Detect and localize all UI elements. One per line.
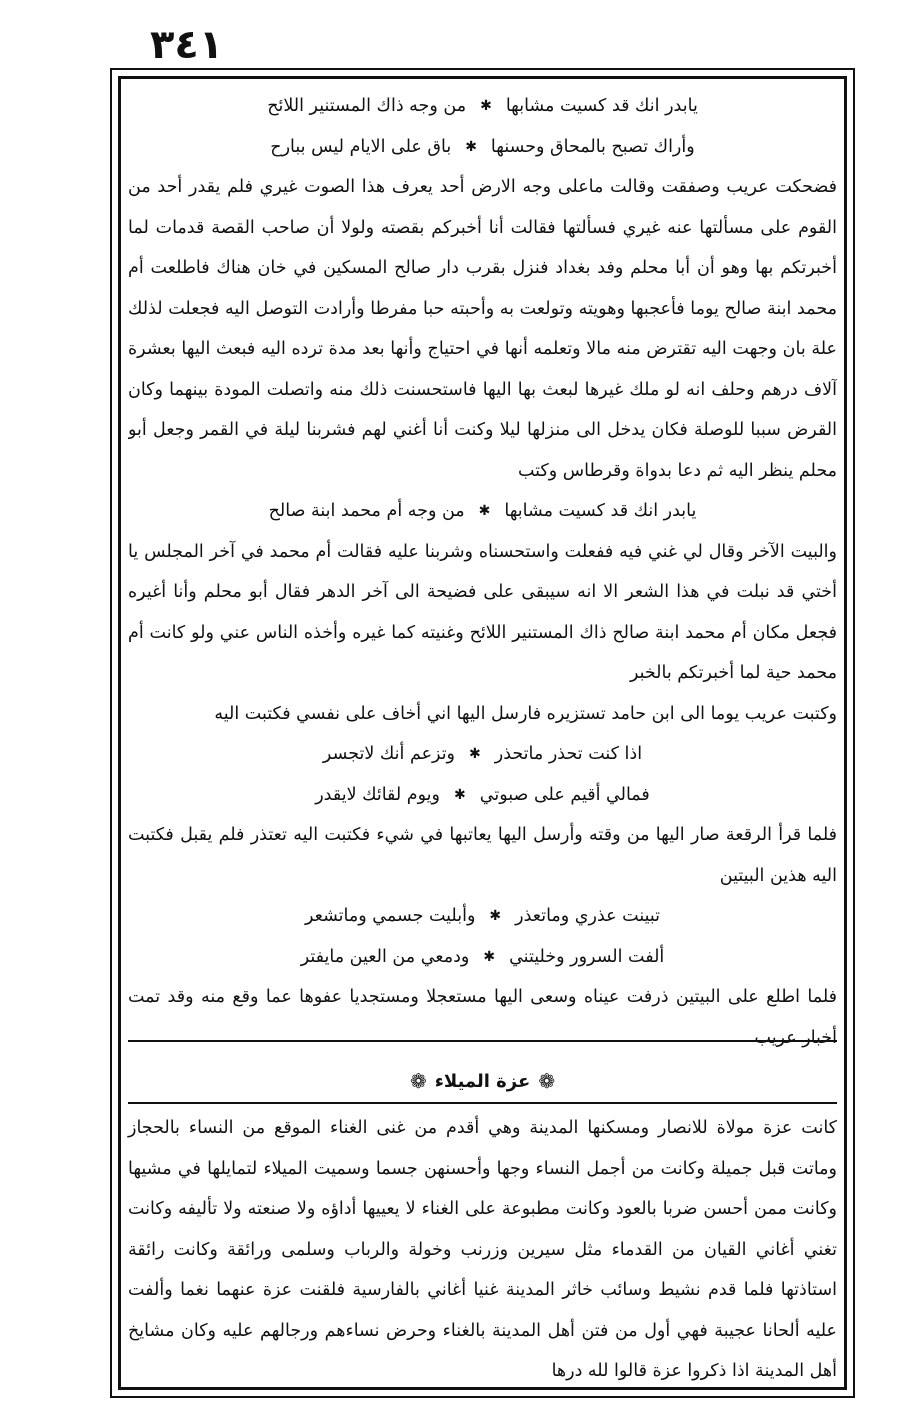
verse-line <box>128 896 837 937</box>
star-separator-icon: ✱ <box>454 786 466 803</box>
verse-hemistich: تبينت عذري وماتعذر <box>515 906 661 926</box>
section-title: عزة الميلاء <box>434 1070 531 1092</box>
verse-hemistich: ودمعي من العين مايفتر <box>300 946 470 967</box>
verse-line <box>128 937 837 978</box>
star-separator-icon: ✱ <box>469 746 481 762</box>
verse-line <box>128 775 837 816</box>
paragraph: والبيت الآخر وقال لي غني فيه ففعلت واستحسناه وشربنا عليه فقالت أم محمد في آخر المجلس يا أختي قد نبلت في هذا الشعر الا انه سيبقى على فضيحة الى آخر الدهر فقال أبو محلم وأنا أغيره فجعل مكان أم محمد ابنة صالح ذاك المستنير اللائح وغنيته كما غيره وأخذه الناس عني ولو كانت أم محمد حية لما أخبرتكم بالخبر <box>128 541 837 683</box>
paragraph: كانت عزة مولاة للانصار ومسكنها المدينة وهي أقدم من غنى الغناء الموقع من النساء بالحجاز وماتت قبل جميلة وكانت من أجمل النساء وجها وأحسنهن جسما وسميت الميلاء لتمايلها في مشيها وكانت ممن أحسن ضربا بالعود وكانت مطبوعة على الغناء لا يعييها أداؤه ولا صنعته ولا تأليفه وكانت تغني أغاني القيان من القدماء مثل سيرين وزرنب وخولة والرباب وسلمى ورائقة وكانت رائقة استاذتها فلما قدم نشيط وسائب خاثر المدينة غنيا أغاني بالفارسية فلقنت عزة عنهما نغما وألفت عليه ألحانا عجيبة فهي أول من فتن أهل المدينة بالغناء وحرض نساءهم ورجالهم عليه وكان مشايخ أهل المدينة اذا ذكروا عزة قالوا لله درها <box>128 1118 837 1381</box>
verse-hemistich: وأراك تصبح بالمحاق وحسنها <box>490 136 695 157</box>
ornament-icon: ❁ <box>409 1069 427 1093</box>
paragraph: فلما اطلع على البيتين ذرفت عيناه وسعى اليها مستعجلا ومستجديا عفوها عما وقع منه وقد تمت أخبار عريب <box>128 987 837 1048</box>
verse-line <box>128 491 837 532</box>
verse-line <box>128 734 837 775</box>
verse-line <box>128 127 837 168</box>
section-divider-bottom <box>128 1102 837 1104</box>
verse-hemistich: فمالي أقيم على صبوتي <box>479 784 650 805</box>
page-number: ٣٤١ <box>150 22 224 68</box>
verse-hemistich: وأبليت جسمي وماتشعر <box>304 906 476 926</box>
verse-hemistich: ويوم لقائك لايقدر <box>315 784 441 805</box>
verse-hemistich: من وجه أم محمد ابنة صالح <box>268 501 465 521</box>
paragraph: فضحكت عريب وصفقت وقالت ماعلى وجه الارض أحد يعرف هذا الصوت غيري فلم يقدر أحد من القوم على مسألتها عنه غيري فسألتها فقالت أنا أخبركم بقصته ولولا أن صاحب القصة قدمات لما أخبرتكم بها وهو أن أبا محلم وفد بغداد فنزل بقرب دار صالح المسكين في خان هناك فاطلعت أم محمد ابنة صالح يوما فأعجبها وهويته وتولعت به وأحبته حبا مفرطا وأرادت التوصل اليه فجعلت لذلك علة بان وجهت اليه تقترض منه مالا وتعلمه أنها في احتياج وأنها بعد مدة ترده اليه فبعث اليها بعشرة آلاف درهم وحلف انه لو ملك غيرها لبعث بها اليها فاستحسنت ذلك منه واتصلت المودة بينهما وكان القرض سببا للوصلة فكان يدخل الى منزلها ليلا وكنت أنا أغني لهم فشربنا ليلة في القمر وجعل أبو محلم ينظر اليه ثم دعا بدواة وقرطاس وكتب <box>128 177 837 481</box>
paragraph: وكتبت عريب يوما الى ابن حامد تستزيره فارسل اليها اني أخاف على نفسي فكتبت اليه <box>214 703 837 724</box>
verse-hemistich: وتزعم أنك لاتجسر <box>322 744 456 764</box>
verse-hemistich: اذا كنت تحذر ماتحذر <box>494 744 643 764</box>
verse-hemistich: من وجه ذاك المستنير اللائح <box>267 96 467 116</box>
verse-hemistich: باق على الايام ليس ببارح <box>270 136 452 157</box>
star-separator-icon: ✱ <box>483 948 496 965</box>
section-body <box>128 1108 837 1392</box>
verse-hemistich: يابدر انك قد كسيت مشابها <box>505 96 698 116</box>
star-separator-icon: ✱ <box>480 98 492 114</box>
star-separator-icon: ✱ <box>465 138 477 155</box>
section-divider-top <box>128 1040 837 1042</box>
verse-hemistich: ألفت السرور وخليتني <box>509 946 665 967</box>
star-separator-icon: ✱ <box>489 908 502 924</box>
verse-hemistich: يابدر انك قد كسيت مشابها <box>504 501 697 521</box>
verse-line <box>128 86 837 127</box>
ornament-icon: ❁ <box>538 1069 556 1093</box>
paragraph: فلما قرأ الرقعة صار اليها من وقته وأرسل اليها يعاتبها في شيء فكتبت اليه تعتذر فلم يقبل فكتبت اليه هذين البيتين <box>128 825 837 886</box>
section-heading <box>128 1061 837 1101</box>
star-separator-icon: ✱ <box>478 503 491 519</box>
